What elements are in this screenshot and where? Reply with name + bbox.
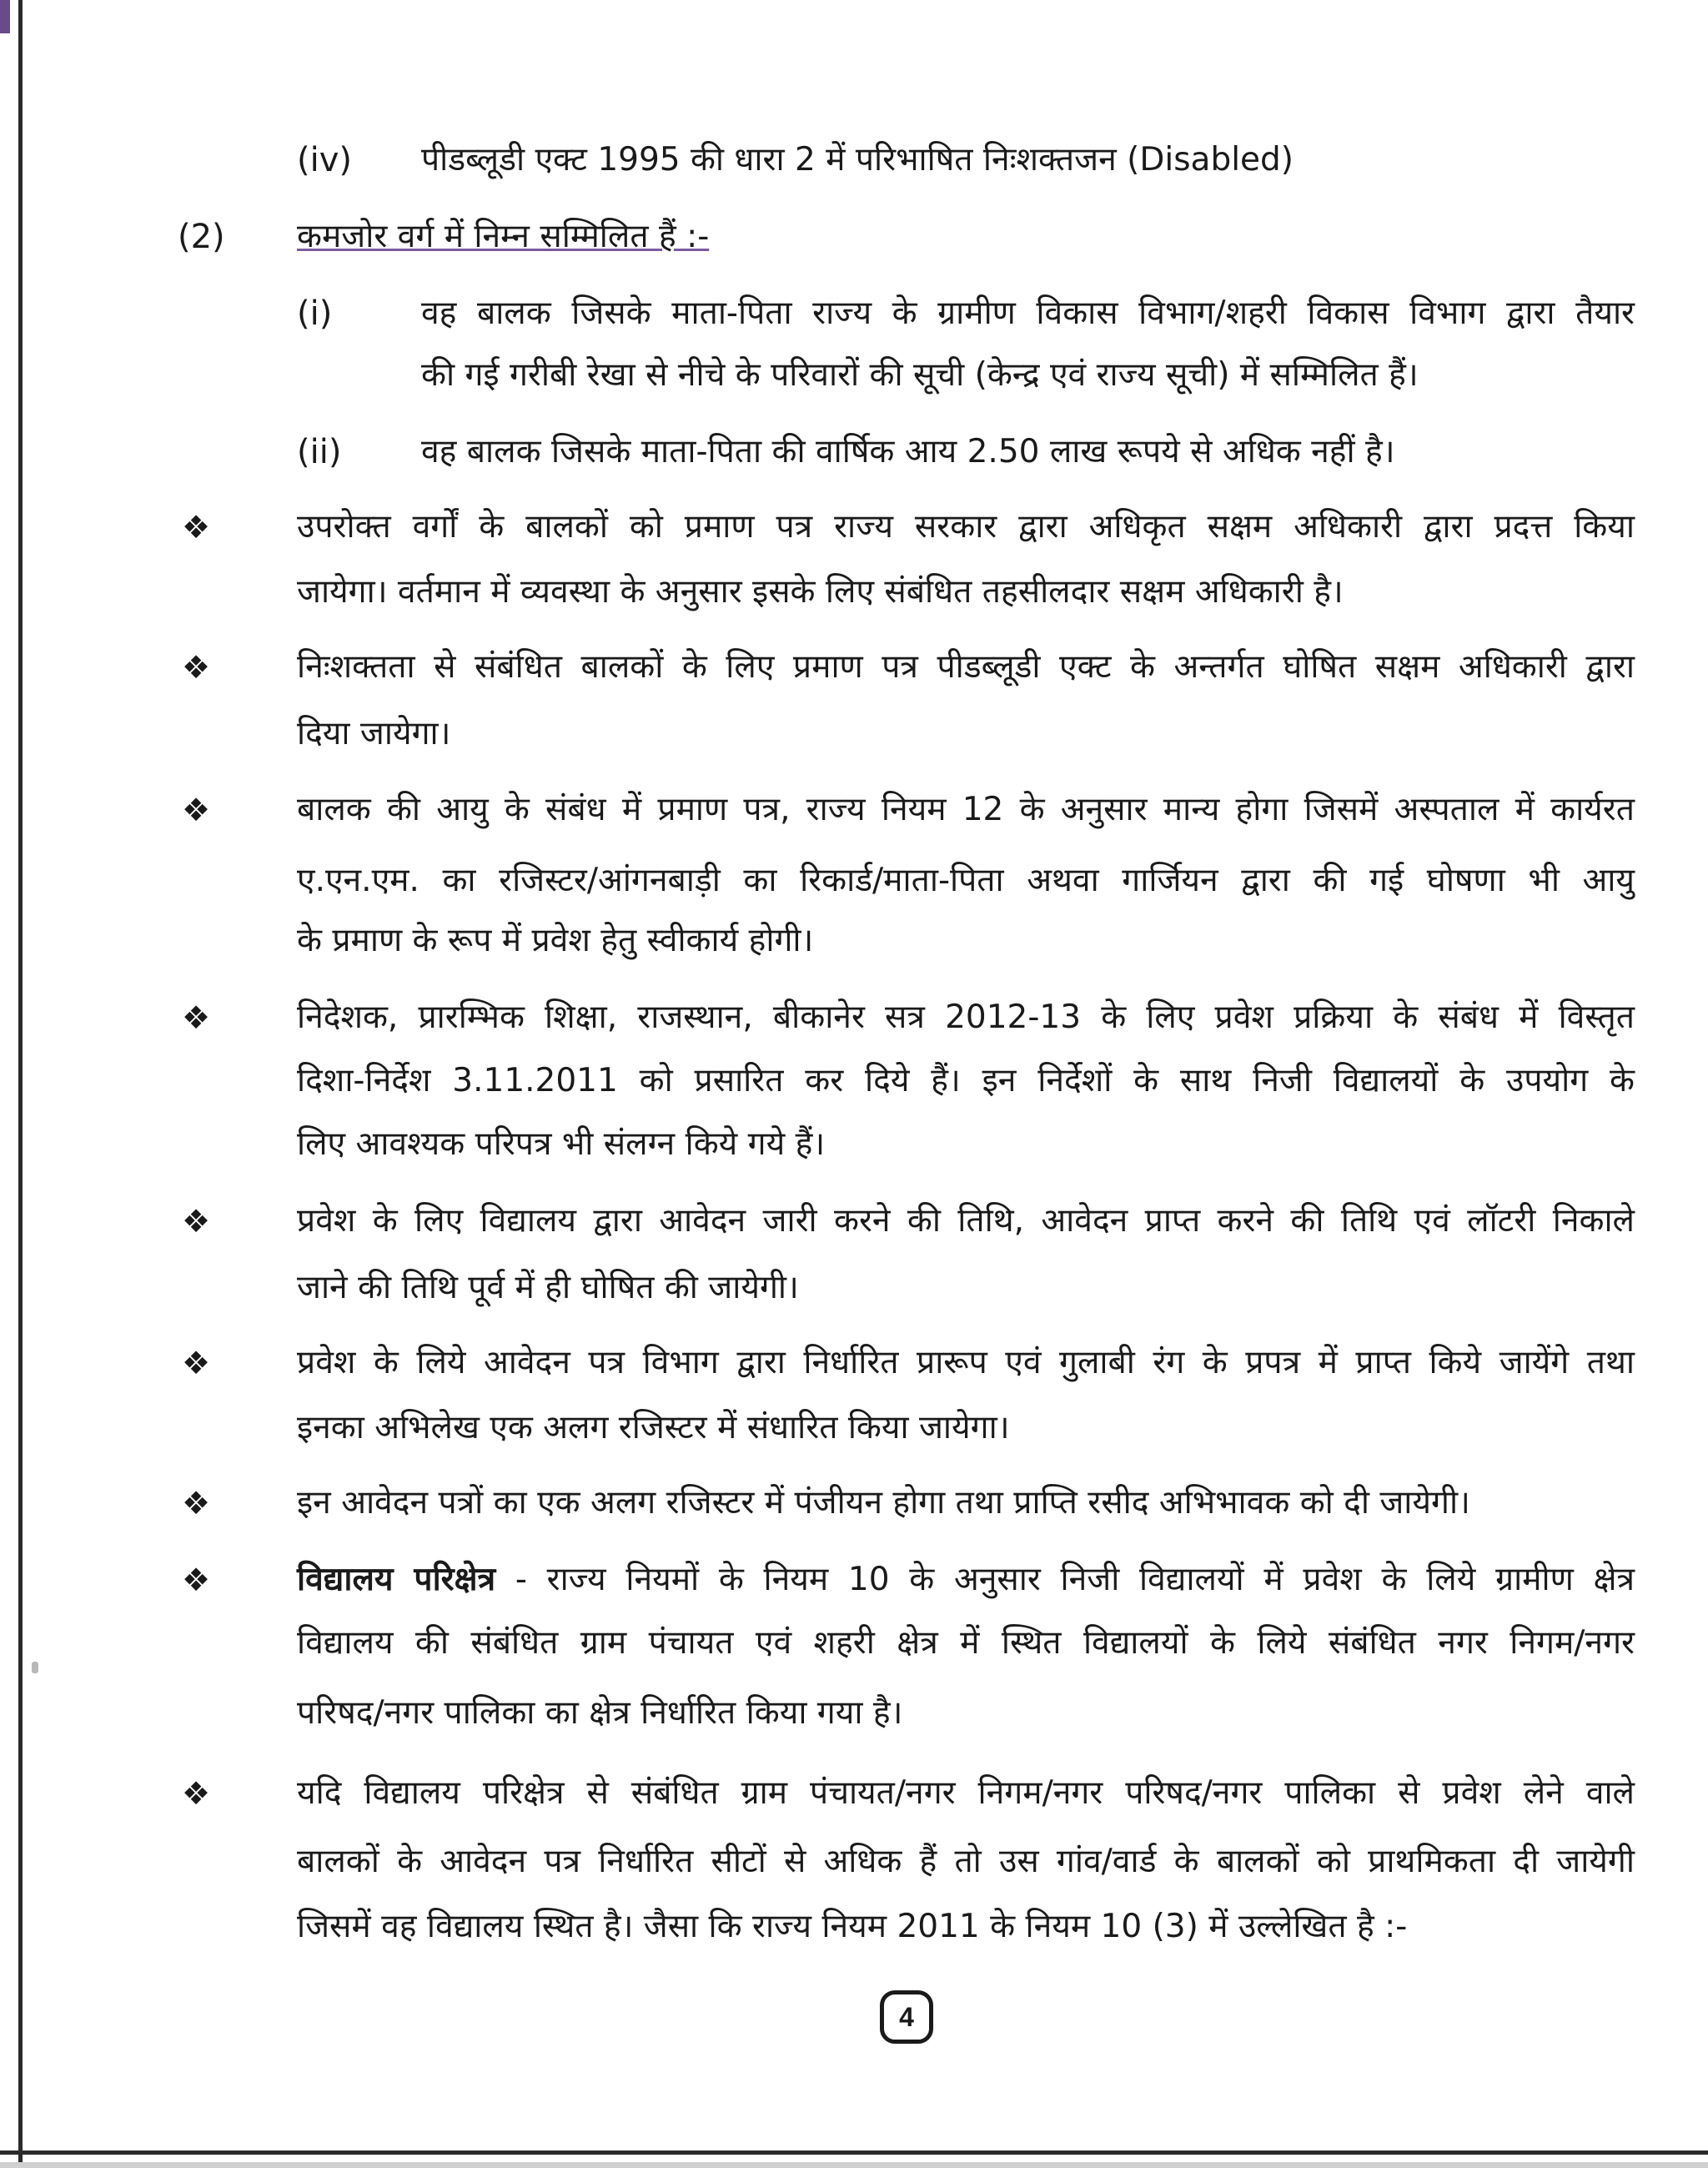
bullet-icon: ❖ <box>182 1562 211 1598</box>
bullet-1-line-1: उपरोक्त वर्गों के बालकों को प्रमाण पत्र राज्य सरकार द्वारा अधिकृत सक्षम अधिकारी द्वारा प्रदत्त किया <box>297 508 1635 546</box>
bullet-1-line-2: जायेगा। वर्तमान में व्यवस्था के अनुसार इसके लिए संबंधित तहसीलदार सक्षम अधिकारी है। <box>297 573 1344 611</box>
bullet-2-line-2: दिया जायेगा। <box>297 715 451 752</box>
item-text-i-line-2: की गई गरीबी रेखा से नीचे के परिवारों की सूची (केन्द्र एवं राज्य सूची) में सम्मिलित हैं। <box>421 356 1419 394</box>
scan-corner-mark <box>0 0 10 33</box>
scan-speck <box>32 1662 38 1673</box>
item-text-iv: पीडब्लूडी एक्ट 1995 की धारा 2 में परिभाषित निःशक्तजन (Disabled) <box>421 141 1294 179</box>
bullet-8-line-1 <box>297 1557 1635 1603</box>
item-text-ii: वह बालक जिसके माता-पिता की वार्षिक आय 2.50 लाख रूपये से अधिक नहीं है। <box>421 433 1395 470</box>
bullet-6-line-2: इनका अभिलेख एक अलग रजिस्टर में संधारित किया जायेगा। <box>297 1409 1010 1446</box>
bullet-icon: ❖ <box>182 1485 211 1522</box>
bullet-2-line-1: निःशक्तता से संबंधित बालकों के लिए प्रमाण पत्र पीडब्लूडी एक्ट के अन्तर्गत घोषित सक्षम अधिकारी द्वारा <box>297 648 1635 686</box>
bullet-4-line-1: निदेशक, प्रारम्भिक शिक्षा, राजस्थान, बीकानेर सत्र 2012-13 के लिए प्रवेश प्रक्रिया के संबंध में विस्तृत <box>297 998 1635 1036</box>
bullet-6-line-1: प्रवेश के लिये आवेदन पत्र विभाग द्वारा निर्धारित प्रारूप एवं गुलाबी रंग के प्रपत्र में प्राप्त किये जायेंगे तथा <box>297 1344 1635 1381</box>
bullet-icon: ❖ <box>182 1775 211 1812</box>
bullet-4-line-2: दिशा-निर्देश 3.11.2011 को प्रसारित कर दिये हैं। इन निर्देशों के साथ निजी विद्यालयों के उपयोग के <box>297 1062 1635 1099</box>
bullet-8-line-1-rest: - राज्य नियमों के नियम 10 के अनुसार निजी विद्यालयों में प्रवेश के लिये ग्रामीण क्षेत्र <box>495 1561 1635 1598</box>
section-heading-weaker-section: कमजोर वर्ग में निम्न सम्मिलित हैं :- <box>297 218 710 255</box>
bullet-5-line-2: जाने की तिथि पूर्व में ही घोषित की जायेगी। <box>297 1269 799 1306</box>
bullet-icon: ❖ <box>182 1203 211 1240</box>
scan-left-border <box>18 0 23 2168</box>
bullet-9-line-2: बालकों के आवेदन पत्र निर्धारित सीटों से अधिक हैं तो उस गांव/वार्ड के बालकों को प्राथमिकता दी जायेगी <box>297 1843 1635 1880</box>
section-marker-2: (2) <box>178 218 225 256</box>
item-marker-iv: (iv) <box>297 141 352 179</box>
bullet-3-line-3: के प्रमाण के रूप में प्रवेश हेतु स्वीकार्य होगी। <box>297 922 814 959</box>
bullet-7-line-1: इन आवेदन पत्रों का एक अलग रजिस्टर में पंजीयन होगा तथा प्राप्ति रसीद अभिभावक को दी जायेगी। <box>297 1484 1470 1522</box>
scan-bottom-rule <box>0 2150 1708 2155</box>
bullet-icon: ❖ <box>182 1345 211 1381</box>
bullet-3-line-2: ए.एन.एम. का रजिस्टर/आंगनबाड़ी का रिकार्ड/माता-पिता अथवा गार्जियन द्वारा की गई घोषणा भी आयु <box>297 862 1635 899</box>
bullet-3-line-1: बालक की आयु के संबंध में प्रमाण पत्र, राज्य नियम 12 के अनुसार मान्य होगा जिसमें अस्पताल में कार्यरत <box>297 791 1635 828</box>
item-marker-i: (i) <box>297 294 333 333</box>
bullet-5-line-1: प्रवेश के लिए विद्यालय द्वारा आवेदन जारी करने की तिथि, आवेदन प्राप्त करने की तिथि एवं लॉटरी निकाले <box>297 1202 1635 1240</box>
bullet-icon: ❖ <box>182 509 211 546</box>
bullet-icon: ❖ <box>182 999 211 1036</box>
bullet-icon: ❖ <box>182 649 211 686</box>
scan-bottom-edge <box>0 2162 1708 2168</box>
page-number-badge: 4 <box>880 1990 933 2044</box>
bullet-8-line-3: परिषद/नगर पालिका का क्षेत्र निर्धारित किया गया है। <box>297 1694 903 1732</box>
bullet-4-line-3: लिए आवश्यक परिपत्र भी संलग्न किये गये हैं। <box>297 1125 826 1163</box>
bullet-9-line-1: यदि विद्यालय परिक्षेत्र से संबंधित ग्राम पंचायत/नगर निगम/नगर परिषद/नगर पालिका से प्रवेश लेने वाले <box>297 1774 1635 1812</box>
bullet-icon: ❖ <box>182 792 211 828</box>
item-marker-ii: (ii) <box>297 433 342 471</box>
item-text-i-line-1: वह बालक जिसके माता-पिता राज्य के ग्रामीण विकास विभाग/शहरी विकास विभाग द्वारा तैयार <box>421 294 1635 332</box>
bullet-8-line-2: विद्यालय की संबंधित ग्राम पंचायत एवं शहरी क्षेत्र में स्थित विद्यालयों के लिये संबंधित नगर निगम/नगर <box>297 1624 1635 1662</box>
school-area-heading: विद्यालय परिक्षेत्र <box>297 1561 496 1598</box>
bullet-9-line-3: जिसमें वह विद्यालय स्थित है। जैसा कि राज्य नियम 2011 के नियम 10 (3) में उल्लेखित है :- <box>297 1908 1408 1945</box>
